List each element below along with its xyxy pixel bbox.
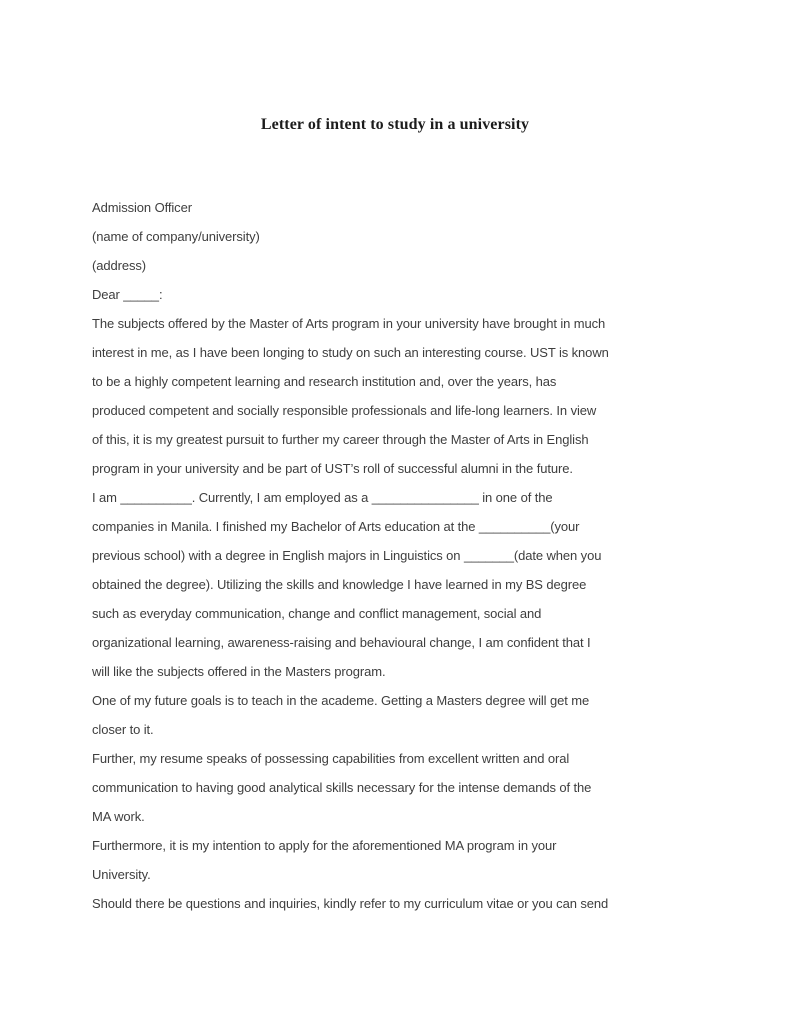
letter-line: companies in Manila. I finished my Bachelor of Arts education at the __________(your <box>92 519 580 534</box>
letter-line: program in your university and be part of UST’s roll of successful alumni in the future. <box>92 461 573 476</box>
letter-line: previous school) with a degree in English majors in Linguistics on _______(date when you <box>92 548 602 563</box>
paragraph <box>92 744 712 831</box>
letter-body <box>0 193 790 918</box>
recipient-line: (address) <box>92 258 147 273</box>
paragraph <box>92 309 712 483</box>
letter-line: closer to it. <box>92 722 154 737</box>
letter-line: One of my future goals is to teach in the academe. Getting a Masters degree will get me <box>92 693 590 708</box>
letter-line: The subjects offered by the Master of Arts program in your university have brought in much <box>92 316 606 331</box>
letter-line: I am __________. Currently, I am employed as a _______________ in one of the <box>92 490 553 505</box>
letter-line: will like the subjects offered in the Masters program. <box>92 664 386 679</box>
letter-line: of this, it is my greatest pursuit to further my career through the Master of Arts in English <box>92 432 589 447</box>
recipient-block <box>92 193 712 280</box>
letter-line: obtained the degree). Utilizing the skills and knowledge I have learned in my BS degree <box>92 577 587 592</box>
letter-line: Further, my resume speaks of possessing capabilities from excellent written and oral <box>92 751 570 766</box>
letter-line: organizational learning, awareness-raising and behavioural change, I am confident that I <box>92 635 591 650</box>
paragraph <box>92 889 712 918</box>
letter-line: MA work. <box>92 809 145 824</box>
letter-paragraphs <box>92 309 712 918</box>
document-title: Letter of intent to study in a university <box>260 116 530 133</box>
recipient-line: Admission Officer <box>92 200 192 215</box>
letter-line: Furthermore, it is my intention to apply for the aforementioned MA program in your <box>92 838 557 853</box>
letter-line: communication to having good analytical skills necessary for the intense demands of the <box>92 780 592 795</box>
paragraph <box>92 483 712 686</box>
paragraph <box>92 686 712 744</box>
letter-line: Should there be questions and inquiries, kindly refer to my curriculum vitae or you can send <box>92 896 609 911</box>
letter-line: interest in me, as I have been longing to study on such an interesting course. UST is known <box>92 345 609 360</box>
recipient-line: (name of company/university) <box>92 229 260 244</box>
paragraph <box>92 831 712 889</box>
letter-line: to be a highly competent learning and research institution and, over the years, has <box>92 374 557 389</box>
letter-line: produced competent and socially responsible professionals and life-long learners. In view <box>92 403 597 418</box>
salutation-line: Dear _____: <box>92 287 163 302</box>
letter-line: University. <box>92 867 151 882</box>
letter-line: such as everyday communication, change and conflict management, social and <box>92 606 542 621</box>
